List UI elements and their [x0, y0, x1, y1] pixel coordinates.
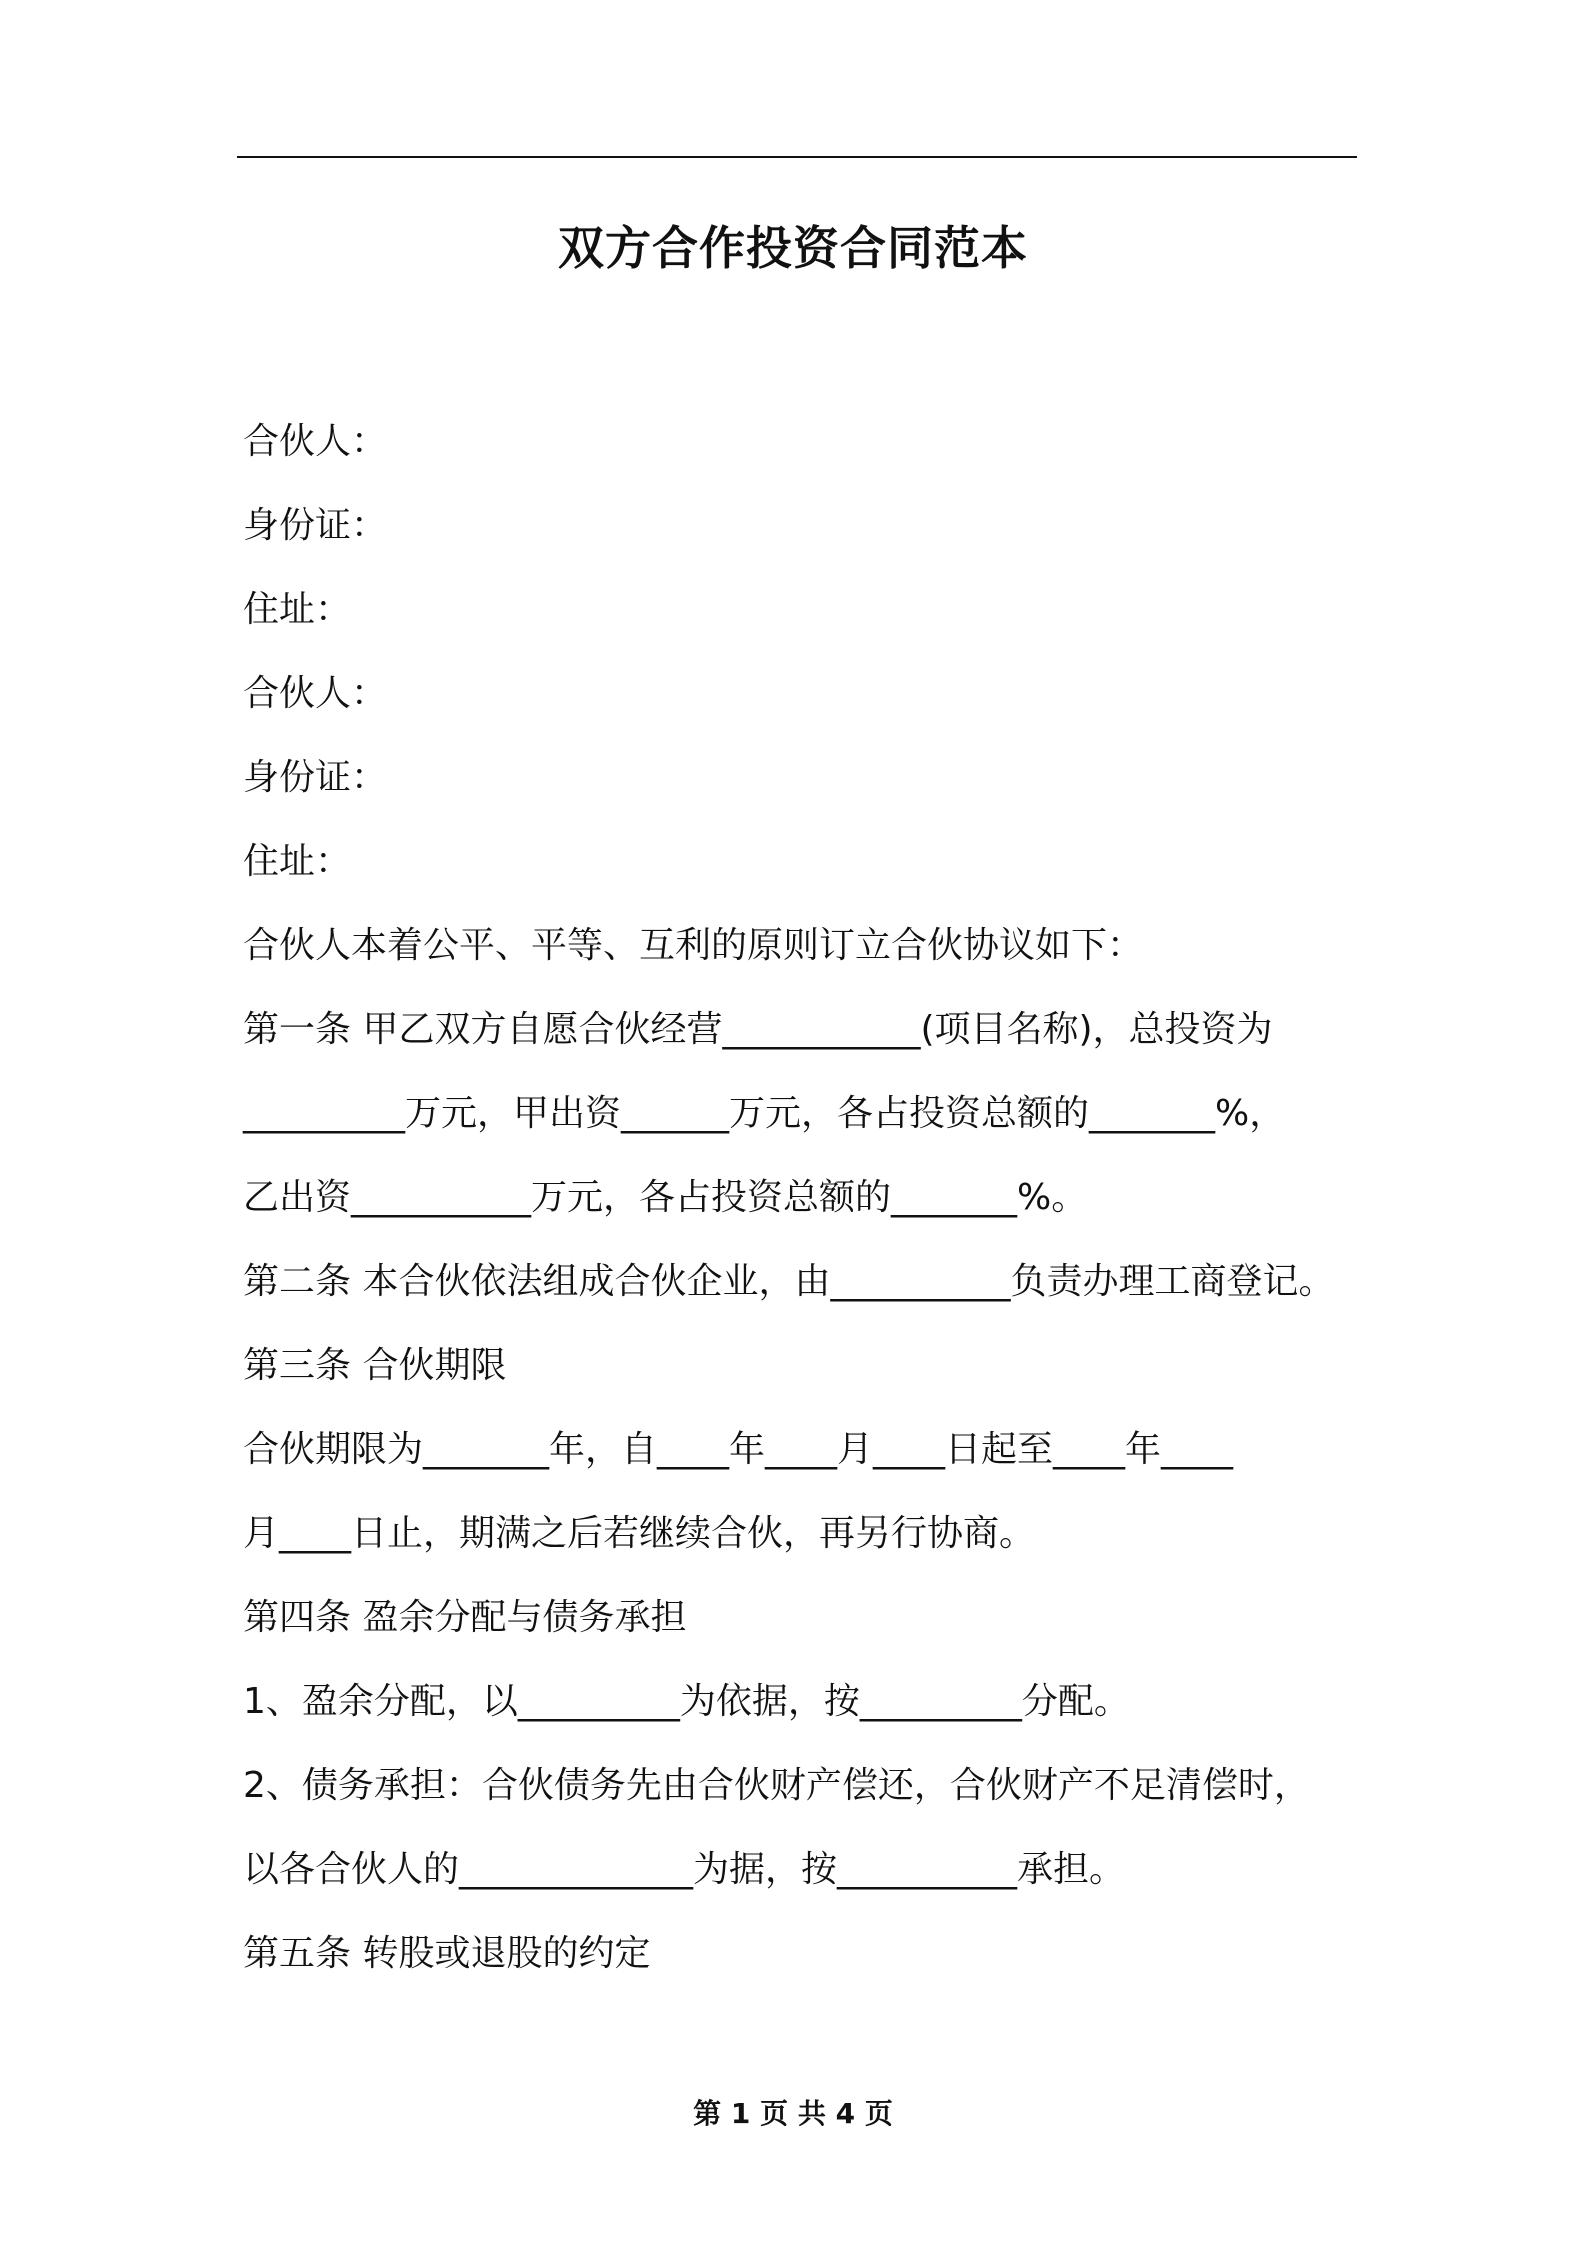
article-1-line-2: _________万元，甲出资______万元，各占投资总额的_______%， [243, 1093, 1286, 1134]
page-number-footer: 第 1 页 共 4 页 [693, 2097, 893, 2130]
address-2-label: 住址： [243, 841, 352, 882]
document-title: 双方合作投资合同范本 [558, 221, 1028, 275]
article-4-heading: 第四条 盈余分配与债务承担 [243, 1597, 687, 1638]
partner-1-label: 合伙人： [243, 421, 388, 462]
partner-2-label: 合伙人： [243, 673, 388, 714]
article-3-line-2: 月____日止，期满之后若继续合伙，再另行协商。 [243, 1513, 1036, 1554]
preamble-line: 合伙人本着公平、平等、互利的原则订立合伙协议如下： [243, 925, 1144, 966]
article-5-heading: 第五条 转股或退股的约定 [243, 1933, 651, 1974]
article-3-line-1: 合伙期限为_______年，自____年____月____日起至____年____ [243, 1429, 1234, 1470]
contract-body [243, 400, 1393, 1996]
article-3-heading: 第三条 合伙期限 [243, 1345, 507, 1386]
article-4-item-1: 1、盈余分配，以_________为依据，按_________分配。 [243, 1681, 1130, 1722]
id-card-2-label: 身份证： [243, 757, 388, 798]
article-4-item-2-line-2: 以各合伙人的_____________为据，按__________承担。 [243, 1849, 1126, 1890]
article-2-line: 第二条 本合伙依法组成合伙企业，由__________负责办理工商登记。 [243, 1261, 1335, 1302]
header-rule [237, 156, 1357, 158]
id-card-1-label: 身份证： [243, 505, 388, 546]
article-4-item-2-line-1: 2、债务承担：合伙债务先由合伙财产偿还，合伙财产不足清偿时， [243, 1765, 1310, 1806]
article-1-line-1: 第一条 甲乙双方自愿合伙经营___________(项目名称)，总投资为 [243, 1009, 1273, 1050]
address-1-label: 住址： [243, 589, 352, 630]
article-1-line-3: 乙出资__________万元，各占投资总额的_______%。 [243, 1177, 1088, 1218]
